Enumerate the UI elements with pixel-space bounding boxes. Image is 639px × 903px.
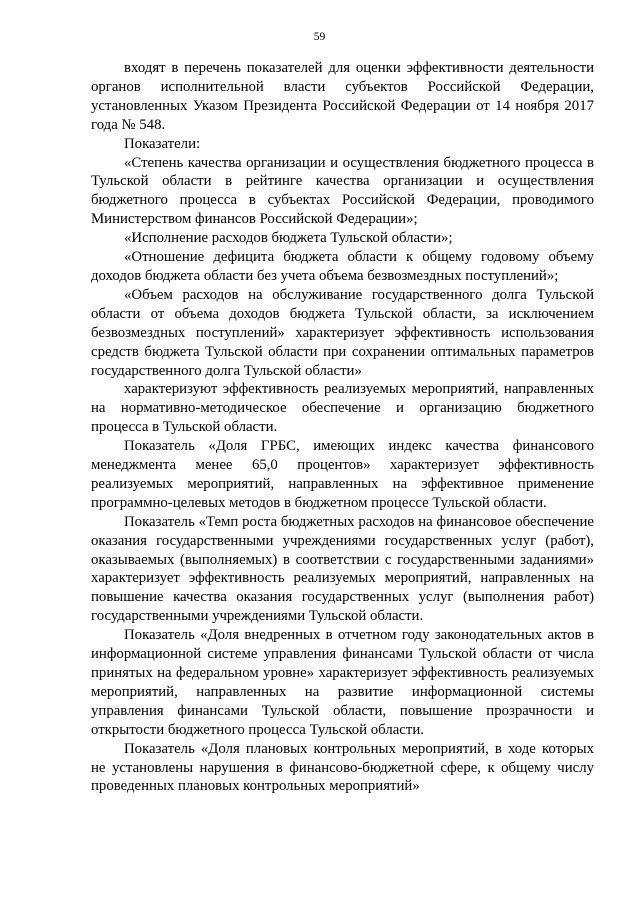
paragraph-indicator-budget-quality: «Степень качества организации и осуществления бюджетного процесса в Тульской области в рейтинге качества организации и осуществления бюджетного процесса в субъектах Российской Федерации, проводимого Министерством финансов Российской Федерации»;	[91, 154, 594, 228]
paragraph-indicator-control-measures: Показатель «Доля плановых контрольных мероприятий, в ходе которых не установлены нарушения в финансово-бюджетной сфере, к общему числу проведенных плановых контрольных мероприятий»	[91, 740, 594, 795]
paragraph-continuation: входят в перечень показателей для оценки эффективности деятельности органов исполнительной власти субъектов Российской Федерации, установленных Указом Президента Российской Федерации от 14 ноября 2017 года № 548.	[91, 60, 594, 133]
paragraph-indicator-grbs: Показатель «Доля ГРБС, имеющих индекс качества финансового менеджмента менее 65,0 процентов» характеризует эффективность реализуемых мероприятий, направленных на эффективное применение программно-целевых методов в бюджетном процессе Тульской области.	[91, 438, 594, 511]
paragraph-indicator-deficit: «Отношение дефицита бюджета области к общему годовому объему доходов бюджета области без учета объема безвозмездных поступлений»;	[91, 249, 594, 284]
paragraph-indicator-debt-service: «Объем расходов на обслуживание государственного долга Тульской области от объема доходов бюджета Тульской области, за исключением безвозмездных поступлений» характеризует эффективность использования средств бюджета Тульской области при сохранении оптимальных параметров государственного долга Тульской области»	[91, 286, 594, 379]
paragraph-indicator-growth-rate: Показатель «Темп роста бюджетных расходов на финансовое обеспечение оказания государственными учреждениями государственных услуг (работ), оказываемых (выполняемых) в соответствии с государственными заданиями» характеризует эффективность реализуемых мероприятий, направленных на повышение качества оказания государственных услуг (выполнения работ) государственными учреждениями Тульской области.	[91, 513, 594, 625]
page-number: 59	[313, 31, 326, 43]
document-body	[91, 59, 594, 796]
paragraph-indicators-heading: Показатели:	[124, 135, 201, 152]
paragraph-indicator-legislative-acts: Показатель «Доля внедренных в отчетном году законодательных актов в информационной системе управления финансами Тульской области от числа принятых на федеральном уровне» характеризует эффективность реализуемых мероприятий, направленных на развитие информационной системы управления финансами Тульской области, повышение прозрачности и открытости бюджетного процесса Тульской области.	[91, 627, 594, 738]
paragraph-characterize: характеризуют эффективность реализуемых мероприятий, направленных на нормативно-методическое обеспечение и организацию бюджетного процесса в Тульской области.	[91, 381, 594, 436]
paragraph-indicator-expenditure: «Исполнение расходов бюджета Тульской области»;	[124, 230, 453, 247]
